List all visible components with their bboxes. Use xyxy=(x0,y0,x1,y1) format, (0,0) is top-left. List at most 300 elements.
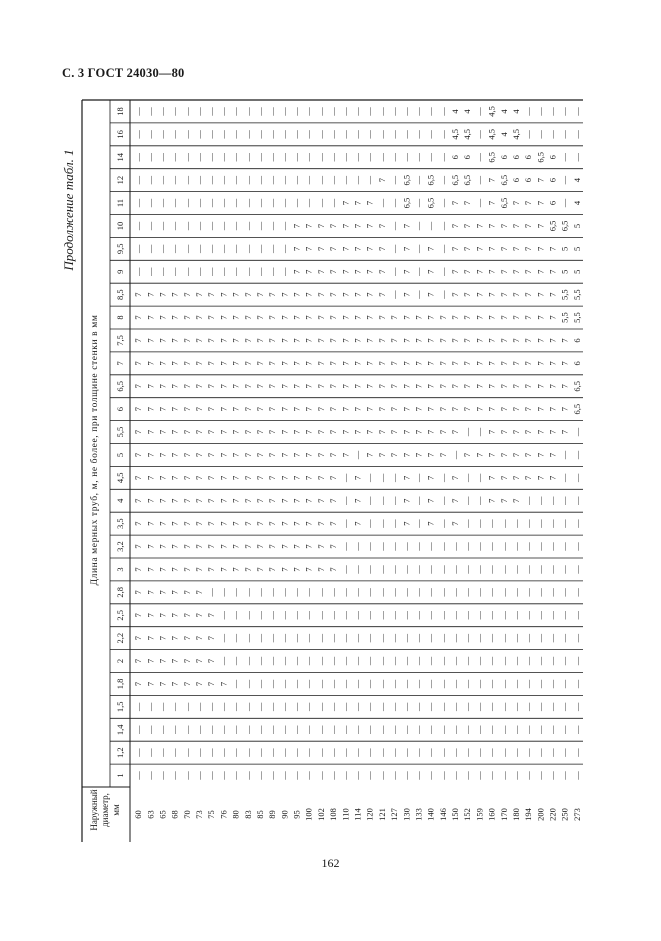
table-cell: — xyxy=(437,175,448,185)
table-cell: — xyxy=(450,656,461,666)
table-cell: 6 xyxy=(498,155,509,160)
thickness-label: 1 xyxy=(115,773,125,778)
table-cell: — xyxy=(145,175,156,185)
table-cell: — xyxy=(498,633,509,643)
table-cell: 7 xyxy=(254,338,265,343)
table-cell: 7 xyxy=(450,498,461,503)
table-cell: 7 xyxy=(181,521,192,526)
table-cell: — xyxy=(291,198,302,208)
table-cell: 5 xyxy=(559,269,570,274)
table-cell: — xyxy=(535,679,546,689)
table-cell: — xyxy=(571,450,582,460)
thickness-label: 8 xyxy=(115,315,125,320)
table-cell: — xyxy=(364,519,375,528)
table-cell: 7 xyxy=(413,361,424,366)
table-cell: — xyxy=(413,611,424,620)
table-cell: 7 xyxy=(547,429,558,435)
table-cell: 6,5 xyxy=(498,197,509,209)
table-cell: 7 xyxy=(486,384,497,389)
table-cell: 4 xyxy=(462,109,473,114)
table-cell: 7 xyxy=(303,384,314,389)
table-cell: — xyxy=(267,221,278,231)
table-cell: 7 xyxy=(401,407,412,412)
table-cell: — xyxy=(206,267,217,276)
table-cell: 7 xyxy=(376,315,387,320)
table-cell: — xyxy=(571,679,582,689)
table-cell: — xyxy=(535,702,546,712)
table-cell: 7 xyxy=(462,338,473,343)
table-cell: — xyxy=(364,748,375,757)
table-cell: — xyxy=(486,725,497,734)
table-cell: — xyxy=(401,633,412,643)
table-cell: — xyxy=(133,702,144,712)
table-cell: — xyxy=(559,107,570,116)
table-cell: — xyxy=(328,656,339,666)
table-cell: 7 xyxy=(376,246,387,251)
table-cell: — xyxy=(206,244,217,254)
table-cell: 7 xyxy=(218,544,229,549)
table-cell: — xyxy=(315,633,326,643)
table-cell: — xyxy=(376,656,387,666)
table-cell: — xyxy=(401,725,412,734)
thickness-label: 2,5 xyxy=(115,609,125,621)
table-cell: 7 xyxy=(328,452,339,458)
table-cell: — xyxy=(571,611,582,620)
table-cell: 7 xyxy=(352,475,363,480)
table-cell: 7 xyxy=(181,452,192,458)
table-cell: 7 xyxy=(291,384,302,389)
table-cell: 7 xyxy=(145,292,156,297)
table-cell: — xyxy=(413,633,424,643)
table-cell: — xyxy=(437,588,448,597)
table-cell: 7 xyxy=(279,338,290,343)
table-cell: 7 xyxy=(450,429,461,435)
table-cell: — xyxy=(450,725,461,734)
table-cell: — xyxy=(401,679,412,689)
table-cell: 7 xyxy=(194,429,205,435)
table-cell: 7 xyxy=(218,498,229,503)
table-cell: — xyxy=(462,542,473,551)
table-cell: — xyxy=(254,175,265,185)
table-cell: 7 xyxy=(254,452,265,458)
table-cell: 7 xyxy=(145,384,156,389)
diameter-value: 121 xyxy=(376,808,387,821)
table-cell: 7 xyxy=(291,452,302,458)
table-cell: 7 xyxy=(328,407,339,412)
table-cell: 7 xyxy=(486,292,497,297)
table-cell: 7 xyxy=(389,361,400,366)
table-cell: — xyxy=(267,633,278,643)
table-cell: — xyxy=(291,633,302,643)
table-cell: — xyxy=(571,130,582,139)
table-cell: — xyxy=(145,771,156,780)
table-cell: — xyxy=(474,473,485,483)
table-cell: — xyxy=(303,611,314,620)
table-cell: — xyxy=(535,130,546,139)
table-cell: 7 xyxy=(462,200,473,206)
table-cell: 7 xyxy=(315,361,326,366)
table-cell: — xyxy=(510,588,521,597)
table-cell: — xyxy=(157,771,168,780)
table-cell: — xyxy=(340,130,351,139)
table-cell: — xyxy=(303,175,314,185)
table-cell: 7 xyxy=(157,429,168,435)
table-cell: — xyxy=(547,656,558,666)
table-cell: 7 xyxy=(169,475,180,480)
thickness-label: 3,2 xyxy=(115,541,125,552)
table-cell: — xyxy=(486,519,497,528)
table-cell: — xyxy=(267,130,278,139)
table-cell: — xyxy=(315,153,326,162)
table-cell: — xyxy=(437,725,448,734)
table-cell: 7 xyxy=(425,521,436,526)
table-cell: — xyxy=(389,244,400,254)
table-cell: — xyxy=(401,748,412,757)
table-cell: — xyxy=(450,702,461,712)
table-cell: — xyxy=(510,611,521,620)
table-cell: 7 xyxy=(133,361,144,366)
table-cell: — xyxy=(194,771,205,780)
table-cell: — xyxy=(315,702,326,712)
table-cell: 7 xyxy=(328,223,339,229)
table-cell: — xyxy=(364,588,375,597)
table-cell: — xyxy=(401,153,412,162)
table-cell: 7 xyxy=(510,429,521,435)
table-cell: — xyxy=(376,565,387,574)
table-cell: 7 xyxy=(535,361,546,366)
table-cell: — xyxy=(267,244,278,254)
table-cell: — xyxy=(340,633,351,643)
table-cell: — xyxy=(145,153,156,162)
table-cell: 7 xyxy=(364,292,375,297)
table-cell: — xyxy=(437,221,448,231)
table-cell: 7 xyxy=(437,429,448,435)
table-cell: — xyxy=(486,633,497,643)
table-cell: — xyxy=(169,748,180,757)
table-cell: — xyxy=(547,771,558,780)
table-cell: 7 xyxy=(157,498,168,503)
table-cell: — xyxy=(315,748,326,757)
table-cell: — xyxy=(559,771,570,780)
table-cell: 7 xyxy=(364,361,375,366)
table-cell: — xyxy=(474,656,485,666)
table-cell: 6 xyxy=(571,338,582,343)
table-cell: 7 xyxy=(218,407,229,412)
table-cell: 7 xyxy=(157,475,168,480)
table-cell: 7 xyxy=(535,384,546,389)
table-cell: — xyxy=(181,702,192,712)
table-cell: — xyxy=(230,130,241,139)
table-cell: — xyxy=(194,221,205,231)
table-cell: — xyxy=(242,221,253,231)
table-cell: — xyxy=(462,473,473,483)
table-cell: 7 xyxy=(425,407,436,412)
table-cell: — xyxy=(535,542,546,551)
table-cell: 6,5 xyxy=(559,220,570,232)
table-cell: 7 xyxy=(169,452,180,458)
table-cell: 4 xyxy=(571,178,582,183)
table-cell: 7 xyxy=(157,544,168,549)
table-cell: 7 xyxy=(230,292,241,297)
table-cell: 7 xyxy=(486,498,497,503)
table-cell: — xyxy=(389,221,400,231)
table-cell: — xyxy=(291,679,302,689)
table-cell: — xyxy=(254,221,265,231)
table-cell: 7 xyxy=(157,613,168,618)
diameter-header-line2: диаметр, xyxy=(100,793,110,827)
table-cell: 7 xyxy=(206,452,217,458)
table-cell: — xyxy=(425,153,436,162)
table-cell: — xyxy=(425,748,436,757)
table-cell: 7 xyxy=(340,246,351,251)
diameter-value: 68 xyxy=(169,810,180,819)
table-cell: 7 xyxy=(254,407,265,412)
table-cell: 7 xyxy=(364,384,375,389)
table-cell: — xyxy=(364,702,375,712)
table-cell: — xyxy=(242,656,253,666)
table-cell: 7 xyxy=(181,613,192,618)
table-cell: 7 xyxy=(145,567,156,572)
table-cell: 6 xyxy=(510,178,521,183)
table-cell: — xyxy=(291,175,302,185)
table-cell: — xyxy=(474,175,485,185)
table-cell: — xyxy=(169,771,180,780)
table-cell: 7 xyxy=(425,384,436,389)
table-cell: 7 xyxy=(340,338,351,343)
table-cell: 7 xyxy=(401,384,412,389)
table-cell: 7 xyxy=(364,269,375,274)
table-cell: — xyxy=(559,702,570,712)
table-cell: — xyxy=(352,175,363,185)
table-cell: — xyxy=(133,244,144,254)
table-cell: 7 xyxy=(535,223,546,229)
table-cell: — xyxy=(559,679,570,689)
table-cell: 7 xyxy=(486,223,497,229)
table-cell: 6,5 xyxy=(401,197,412,209)
table-cell: — xyxy=(340,473,351,483)
table-cell: — xyxy=(254,679,265,689)
table-cell: — xyxy=(145,725,156,734)
table-cell: 7 xyxy=(486,246,497,251)
table-cell: — xyxy=(157,267,168,276)
diameter-value: 194 xyxy=(523,808,534,821)
table-cell: 6,5 xyxy=(535,151,546,163)
table-cell: — xyxy=(437,542,448,551)
table-cell: 7 xyxy=(315,315,326,320)
table-cell: — xyxy=(474,427,485,437)
table-cell: — xyxy=(364,130,375,139)
diameter-value: 102 xyxy=(315,808,326,821)
table-cell: 7 xyxy=(437,315,448,320)
table-cell: — xyxy=(145,702,156,712)
table-cell: 7 xyxy=(181,498,192,503)
table-cell: 7 xyxy=(206,407,217,412)
table-cell: — xyxy=(376,748,387,757)
table-cell: — xyxy=(340,107,351,116)
table-cell: — xyxy=(279,679,290,689)
table-cell: 7 xyxy=(401,315,412,320)
table-cell: 7 xyxy=(194,498,205,503)
thickness-label: 5,5 xyxy=(115,426,125,438)
table-cell: 7 xyxy=(474,269,485,274)
table-cell: — xyxy=(133,221,144,231)
table-cell: — xyxy=(254,633,265,643)
table-cell: — xyxy=(340,588,351,597)
diameter-value: 95 xyxy=(291,810,302,819)
table-cell: 7 xyxy=(230,407,241,412)
diameter-value: 108 xyxy=(328,808,339,821)
table-cell: — xyxy=(474,519,485,528)
table-cell: 7 xyxy=(510,384,521,389)
table-cell: 7 xyxy=(206,429,217,435)
table-cell: 7 xyxy=(133,407,144,412)
thickness-label: 6,5 xyxy=(115,380,125,392)
table-cell: 7 xyxy=(267,544,278,549)
table-cell: — xyxy=(181,153,192,162)
table-cell: 7 xyxy=(352,315,363,320)
table-cell: — xyxy=(242,679,253,689)
table-cell: — xyxy=(291,588,302,597)
table-cell: — xyxy=(279,107,290,116)
table-cell: 7 xyxy=(413,384,424,389)
table-cell: — xyxy=(510,542,521,551)
table-cell: — xyxy=(181,244,192,254)
table-cell: — xyxy=(559,542,570,551)
table-cell: — xyxy=(218,611,229,620)
table-cell: — xyxy=(267,748,278,757)
table-cell: — xyxy=(413,565,424,574)
table-cell: — xyxy=(364,725,375,734)
table-cell: — xyxy=(571,473,582,483)
table-cell: 7 xyxy=(450,407,461,412)
table-cell: — xyxy=(279,244,290,254)
table-cell: — xyxy=(242,198,253,208)
diameter-value: 65 xyxy=(157,810,168,819)
table-cell: — xyxy=(389,130,400,139)
table-cell: 7 xyxy=(181,338,192,343)
table-cell: — xyxy=(254,656,265,666)
table-cell: — xyxy=(340,748,351,757)
diameter-value: 100 xyxy=(303,808,314,821)
table-cell: 7 xyxy=(279,384,290,389)
table-cell: — xyxy=(571,496,582,505)
table-cell: 6,5 xyxy=(571,380,582,392)
table-cell: — xyxy=(425,702,436,712)
table-cell: 7 xyxy=(486,178,497,183)
table-cell: 7 xyxy=(267,315,278,320)
table-cell: 7 xyxy=(498,384,509,389)
table-cell: — xyxy=(535,519,546,528)
table-cell: — xyxy=(486,565,497,574)
table-cell: 7 xyxy=(145,521,156,526)
table-cell: — xyxy=(450,450,461,460)
table-cell: — xyxy=(413,542,424,551)
table-cell: 7 xyxy=(547,475,558,480)
table-cell: — xyxy=(157,107,168,116)
table-cell: 7 xyxy=(230,498,241,503)
table-cell: 7 xyxy=(510,269,521,274)
table-cell: 7 xyxy=(218,681,229,687)
table-cell: 7 xyxy=(559,338,570,343)
table-cell: 7 xyxy=(340,200,351,206)
table-cell: 7 xyxy=(206,315,217,320)
table-cell: — xyxy=(413,244,424,254)
table-cell: 4 xyxy=(510,109,521,114)
table-cell: 7 xyxy=(547,452,558,458)
table-cell: — xyxy=(352,130,363,139)
table-cell: — xyxy=(523,107,534,116)
table-cell: — xyxy=(181,267,192,276)
table-cell: 7 xyxy=(498,452,509,458)
table-cell: 7 xyxy=(450,521,461,526)
table-cell: — xyxy=(157,221,168,231)
table-cell: — xyxy=(133,771,144,780)
table-cell: — xyxy=(315,198,326,208)
table-cell: 7 xyxy=(340,361,351,366)
table-cell: — xyxy=(328,748,339,757)
table-cell: — xyxy=(242,267,253,276)
table-cell: — xyxy=(340,725,351,734)
table-cell: 7 xyxy=(450,361,461,366)
table-cell: 7 xyxy=(401,498,412,503)
table-cell: 7 xyxy=(510,200,521,206)
table-cell: — xyxy=(267,107,278,116)
table-cell: — xyxy=(303,130,314,139)
table-cell: — xyxy=(267,771,278,780)
table-cell: — xyxy=(413,175,424,185)
table-cell: — xyxy=(425,656,436,666)
table-cell: 7 xyxy=(462,223,473,229)
table-cell: — xyxy=(462,771,473,780)
table-cell: — xyxy=(486,611,497,620)
table-cell: — xyxy=(571,702,582,712)
table-cell: — xyxy=(291,702,302,712)
table-cell: — xyxy=(389,542,400,551)
table-cell: 7 xyxy=(486,361,497,366)
table-cell: 7 xyxy=(145,407,156,412)
table-cell: — xyxy=(547,496,558,505)
table-cell: 7 xyxy=(242,544,253,549)
table-cell: 7 xyxy=(291,315,302,320)
table-cell: — xyxy=(194,244,205,254)
table-cell: 7 xyxy=(498,269,509,274)
thickness-label: 9,5 xyxy=(115,243,125,255)
table-cell: — xyxy=(389,290,400,299)
table-cell: 7 xyxy=(133,315,144,320)
table-cell: — xyxy=(535,748,546,757)
diameter-value: 127 xyxy=(389,808,400,821)
diameter-header-line3: мм xyxy=(111,804,121,816)
table-cell: 7 xyxy=(352,521,363,526)
diameter-value: 160 xyxy=(486,808,497,821)
table-cell: — xyxy=(376,130,387,139)
table-cell: — xyxy=(450,633,461,643)
table-cell: 7 xyxy=(218,361,229,366)
table-cell: — xyxy=(328,175,339,185)
table-cell: 6,5 xyxy=(498,174,509,186)
table-cell: — xyxy=(315,679,326,689)
table-cell: — xyxy=(547,565,558,574)
table-cell: — xyxy=(206,221,217,231)
table-cell: 7 xyxy=(267,338,278,343)
table-cell: 7 xyxy=(194,407,205,412)
table-cell: 7 xyxy=(340,407,351,412)
table-cell: — xyxy=(571,656,582,666)
table-cell: — xyxy=(279,633,290,643)
table-cell: 7 xyxy=(328,384,339,389)
table-cell: 7 xyxy=(218,384,229,389)
table-cell: 4,5 xyxy=(486,129,497,140)
